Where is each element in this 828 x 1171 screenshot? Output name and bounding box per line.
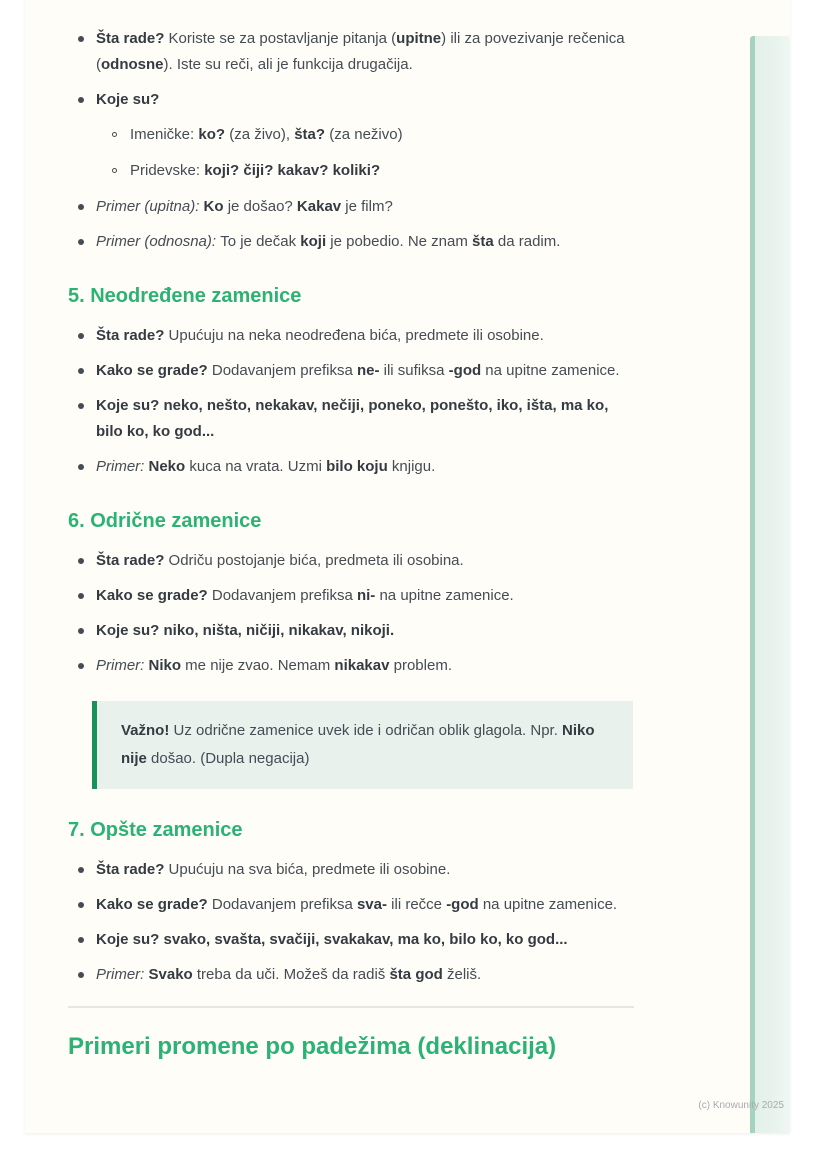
document-page xyxy=(25,0,790,1133)
bullet-icon xyxy=(78,628,84,634)
list-item: Primer (upitna): Ko je došao? Kakav je film? xyxy=(68,194,634,220)
section-heading: 5. Neodređene zamenice xyxy=(68,285,302,307)
list-item: Kako se grade? Dodavanjem prefiksa ne- ili sufiksa -god na upitne zamenice. xyxy=(68,358,634,384)
list-item: Primer (odnosna): To je dečak koji je pobedio. Ne znam šta da radim. xyxy=(68,229,634,255)
list-item: Šta rade? Upućuju na sva bića, predmete ili osobine. xyxy=(68,857,634,883)
bullet-icon xyxy=(78,593,84,599)
bullet-icon xyxy=(78,403,84,409)
list-item: Primer: Niko me nije zvao. Nemam nikakav problem. xyxy=(68,653,634,679)
bullet-list xyxy=(68,323,634,480)
sub-list-item: Imeničke: ko? (za živo), šta? (za neživo) xyxy=(68,122,634,148)
watermark: (c) Knowunity 2025 xyxy=(698,1100,784,1111)
sub-list-item: Pridevske: koji? čiji? kakav? koliki? xyxy=(68,158,634,184)
bullet-icon xyxy=(78,368,84,374)
list-item: Koje su? xyxy=(68,87,634,113)
bullet-icon xyxy=(78,867,84,873)
callout-box: Važno! Uz odrične zamenice uvek ide i odričan oblik glagola. Npr. Niko nije došao. (Dupla negacija) xyxy=(92,701,633,789)
section-heading: 7. Opšte zamenice xyxy=(68,819,243,841)
list-item: Šta rade? Koriste se za postavljanje pitanja (upitne) ili za povezivanje rečenica (odnosne). Iste su reči, ali je funkcija drugačija. xyxy=(68,26,634,78)
bullet-icon xyxy=(78,972,84,978)
list-item: Koje su? svako, svašta, svačiji, svakakav, ma ko, bilo ko, ko god... xyxy=(68,927,634,953)
bullet-icon xyxy=(78,663,84,669)
bullet-icon xyxy=(78,204,84,210)
bullet-icon xyxy=(78,464,84,470)
bullet-icon xyxy=(78,36,84,42)
list-item: Koje su? niko, ništa, ničiji, nikakav, nikoji. xyxy=(68,618,634,644)
bullet-list xyxy=(68,548,634,679)
document-body xyxy=(68,0,634,1062)
list-item: Primer: Svako treba da uči. Možeš da radiš šta god želiš. xyxy=(68,962,634,988)
divider xyxy=(68,1006,634,1008)
page-title: Primeri promene po padežima (deklinacija) xyxy=(68,1033,557,1060)
list-item: Šta rade? Upućuju na neka neodređena bića, predmete ili osobine. xyxy=(68,323,634,349)
section-heading: 6. Odrične zamenice xyxy=(68,510,262,532)
bullet-icon xyxy=(78,902,84,908)
sub-bullet-icon xyxy=(112,168,117,173)
bullet-icon xyxy=(78,97,84,103)
list-item: Kako se grade? Dodavanjem prefiksa ni- na upitne zamenice. xyxy=(68,583,634,609)
list-item: Šta rade? Odriču postojanje bića, predmeta ili osobina. xyxy=(68,548,634,574)
bullet-list xyxy=(68,26,634,255)
bullet-icon xyxy=(78,937,84,943)
bullet-icon xyxy=(78,239,84,245)
right-accent-strip xyxy=(750,36,790,1133)
list-item: Kako se grade? Dodavanjem prefiksa sva- ili rečce -god na upitne zamenice. xyxy=(68,892,634,918)
bullet-icon xyxy=(78,558,84,564)
bullet-list xyxy=(68,857,634,988)
list-item: Koje su? neko, nešto, nekakav, nečiji, poneko, ponešto, iko, išta, ma ko, bilo ko, ko god... xyxy=(68,393,634,445)
list-item: Primer: Neko kuca na vrata. Uzmi bilo koju knjigu. xyxy=(68,454,634,480)
bullet-icon xyxy=(78,333,84,339)
sub-bullet-icon xyxy=(112,132,117,137)
